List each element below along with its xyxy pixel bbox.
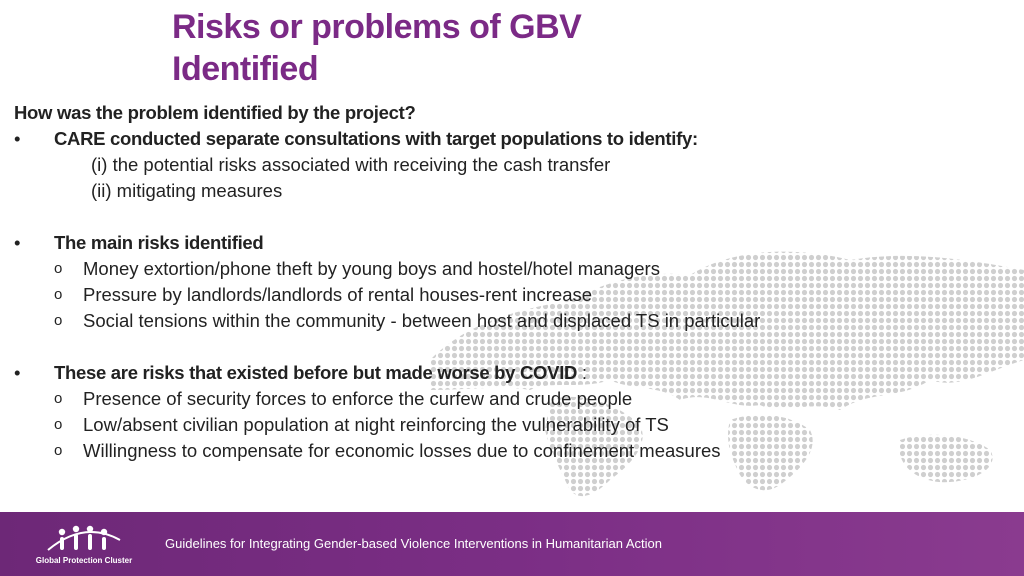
bullet-glyph: • [14,128,21,149]
list-item: o Presence of security forces to enforce the curfew and crude people [54,388,633,409]
bullet-section-main-risks [14,230,1004,256]
bullet-section-covid [14,360,1004,386]
list-item: o Willingness to compensate for economic losses due to confinement measures [54,440,721,461]
section-heading: CARE conducted separate consultations with target populations to identify: [54,128,698,149]
bullet-glyph: • [14,362,21,383]
section-heading: These are risks that existed before but made worse by COVID : [54,362,587,383]
logo-text: Global Protection Cluster [35,556,133,565]
list-item: o Money extortion/phone theft by young boys and hostel/hotel managers [54,258,660,279]
footer-bar [0,512,1024,576]
question-heading: How was the problem identified by the project? [14,102,416,123]
list-item: (ii) mitigating measures [91,180,283,201]
slide-title: Risks or problems of GBV Identified [172,8,582,88]
list-item: o Low/absent civilian population at night reinforcing the vulnerability of TS [54,414,669,435]
bullet-glyph: • [14,232,21,253]
list-item: o Social tensions within the community - between host and displaced TS in particular [54,310,761,331]
global-protection-cluster-logo [28,520,140,572]
section-heading: The main risks identified [54,232,264,253]
list-item: (i) the potential risks associated with receiving the cash transfer [91,154,611,175]
footer-text: Guidelines for Integrating Gender-based Violence Interventions in Humanitarian Action [165,536,662,551]
bullet-section-consultations [14,126,1004,152]
list-item: o Pressure by landlords/landlords of rental houses-rent increase [54,284,593,305]
people-icon [28,520,140,556]
slide-body [14,100,1004,464]
